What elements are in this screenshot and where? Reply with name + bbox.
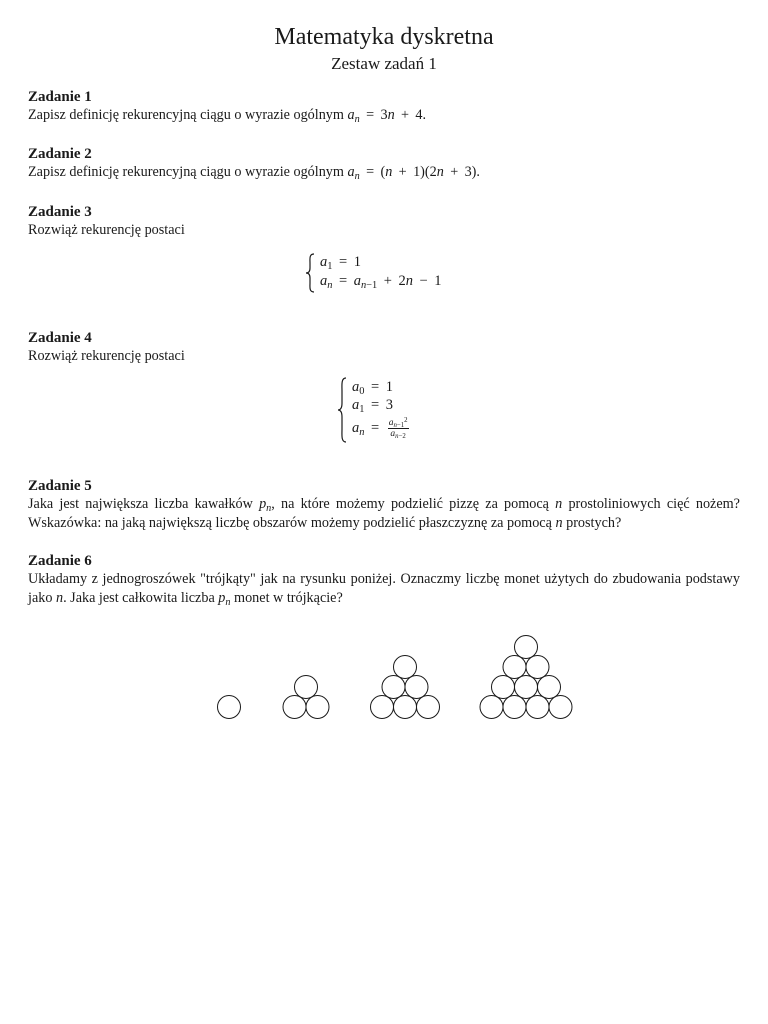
task-3 (28, 203, 740, 240)
system-line: $a_n = a_{n-1} + 2n - 1$ (320, 273, 442, 292)
coin (283, 696, 306, 719)
coin (492, 675, 515, 698)
recurrence-system-3 (304, 253, 464, 293)
coin (295, 675, 318, 698)
task-heading: Zadanie 6 (28, 553, 92, 569)
task-5 (28, 477, 740, 533)
document-title: Matematyka dyskretna (274, 24, 494, 50)
task-text-after: . (476, 164, 480, 180)
task-intro: Rozwiąż rekurencję postaci (28, 222, 185, 238)
coin (515, 675, 538, 698)
coin (394, 655, 417, 678)
coin-triangle (283, 675, 329, 718)
task-text-after: . (422, 107, 427, 123)
left-brace-icon (304, 253, 316, 293)
system-line: $a_n$ = $\frac{a_{n-1}^2}{a_{n-2}}$ (352, 416, 408, 441)
task-1 (28, 88, 740, 125)
coin-triangles-figure (0, 630, 768, 730)
coin (503, 655, 526, 678)
task-heading: Zadanie 2 (28, 146, 92, 162)
coin (405, 675, 428, 698)
task-text (28, 106, 740, 125)
task-formula: $a_n = (n + 1)(2n + 3)$ (347, 164, 477, 183)
coin (382, 675, 405, 698)
document-subtitle: Zestaw zadań 1 (331, 54, 437, 73)
coin (526, 655, 549, 678)
task-heading: Zadanie 4 (28, 330, 92, 346)
coin (549, 696, 572, 719)
recurrence-system-4 (336, 377, 456, 445)
coin (371, 696, 394, 719)
system-line: $a_1 = 3$ (352, 397, 393, 416)
task-2 (28, 145, 740, 182)
system-line: $a_0 = 1$ (352, 379, 393, 398)
coin (480, 696, 503, 719)
coin (515, 635, 538, 658)
coin (526, 696, 549, 719)
task-text: Układamy z jednogroszówek "trójkąty" jak na rysunku poniżej. Oznaczmy liczbę monet użytych do zbudowania podstawy jako n. Jaka jest całkowita liczba $p_n$ monet w trójkącie? (28, 571, 740, 609)
coin-triangle (218, 696, 241, 719)
coin-triangle (480, 635, 572, 718)
task-6 (28, 552, 740, 608)
coin (503, 696, 526, 719)
left-brace-icon (336, 377, 348, 443)
task-formula: $a_n = 3n + 4$ (347, 107, 423, 126)
coin (394, 696, 417, 719)
task-4 (28, 329, 740, 366)
task-text (28, 163, 740, 182)
coin (306, 696, 329, 719)
task-heading: Zadanie 5 (28, 478, 92, 494)
coin (218, 696, 241, 719)
coin (417, 696, 440, 719)
coin-triangle (371, 655, 440, 718)
task-heading: Zadanie 1 (28, 89, 92, 105)
task-text-before: Zapisz definicję rekurencyjną ciągu o wyrazie ogólnym (28, 164, 348, 180)
system-line: $a_1 = 1$ (320, 254, 361, 273)
task-heading: Zadanie 3 (28, 204, 92, 220)
task-text: Jaka jest największa liczba kawałków $p_n$, na które możemy podzielić pizzę za pomocą n prostoliniowych cięć nożem? Wskazówka: na jaką największą liczbę obszarów możemy podzielić płaszczyznę za pomocą n prostych? (28, 496, 740, 531)
task-text-before: Zapisz definicję rekurencyjną ciągu o wyrazie ogólnym (28, 107, 348, 123)
task-intro: Rozwiąż rekurencję postaci (28, 348, 185, 364)
coin (538, 675, 561, 698)
